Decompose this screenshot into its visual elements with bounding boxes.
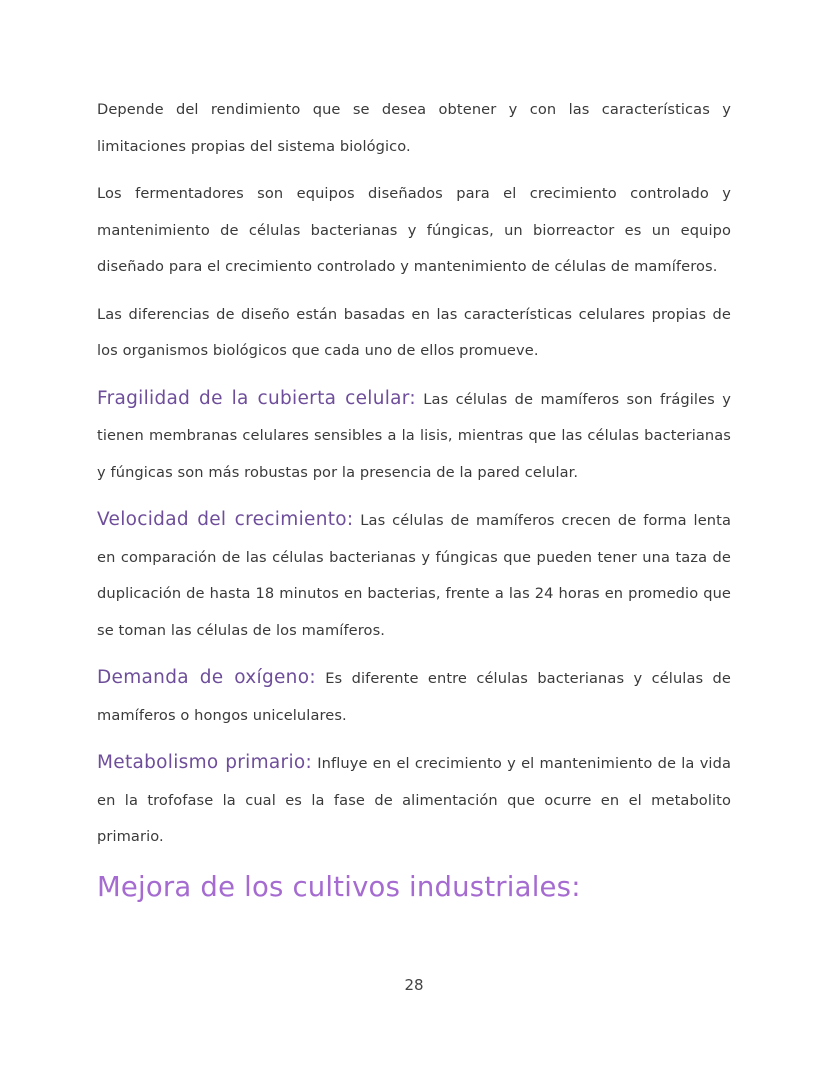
section-term: Demanda de oxígeno: [97,667,316,688]
section-term: Velocidad del crecimiento: [97,509,354,530]
paragraph: Las diferencias de diseño están basadas en las características celulares propias de los organismos biológicos que cada uno de ellos promueve. [97,305,731,359]
section-velocidad [97,502,731,649]
paragraph: Los fermentadores son equipos diseñados para el crecimiento controlado y mantenimiento de células bacterianas y fúngicas, un biorreactor es un equipo diseñado para el crecimiento controlado y mantenimiento de células de mamíferos. [97,185,731,275]
section-text: Las células de mamíferos crecen de forma lenta en comparación de las células bacterianas y fúngicas que pueden tener una taza de duplicación de hasta 18 minutos en bacterias, frente a las 24 horas en promedio que se toman las células de los mamíferos. [97,512,731,639]
section-text: Es diferente entre células bacterianas y células de mamíferos o hongos unicelulares. [97,670,731,724]
section-term: Metabolismo primario: [97,752,313,773]
section-text: Las células de mamíferos son frágiles y tienen membranas celulares sensibles a la lisis, mientras que las células bacterianas y fúngicas son más robustas por la presencia de la pared celular. [97,390,731,481]
paragraph: Depende del rendimiento que se desea obtener y con las características y limitaciones propias del sistema biológico. [97,101,731,155]
page-content [97,92,731,907]
section-oxigeno [97,660,731,734]
section-metabolismo [97,745,731,856]
section-fragilidad [97,381,731,492]
page-number: 28 [404,976,424,994]
section-term: Fragilidad de la cubierta celular: [97,387,416,409]
section-heading: Mejora de los cultivos industriales: [97,870,581,903]
section-text: Influye en el crecimiento y el mantenimiento de la vida en la trofofase la cual es la fase de alimentación que ocurre en el metabolito primario. [97,755,731,845]
